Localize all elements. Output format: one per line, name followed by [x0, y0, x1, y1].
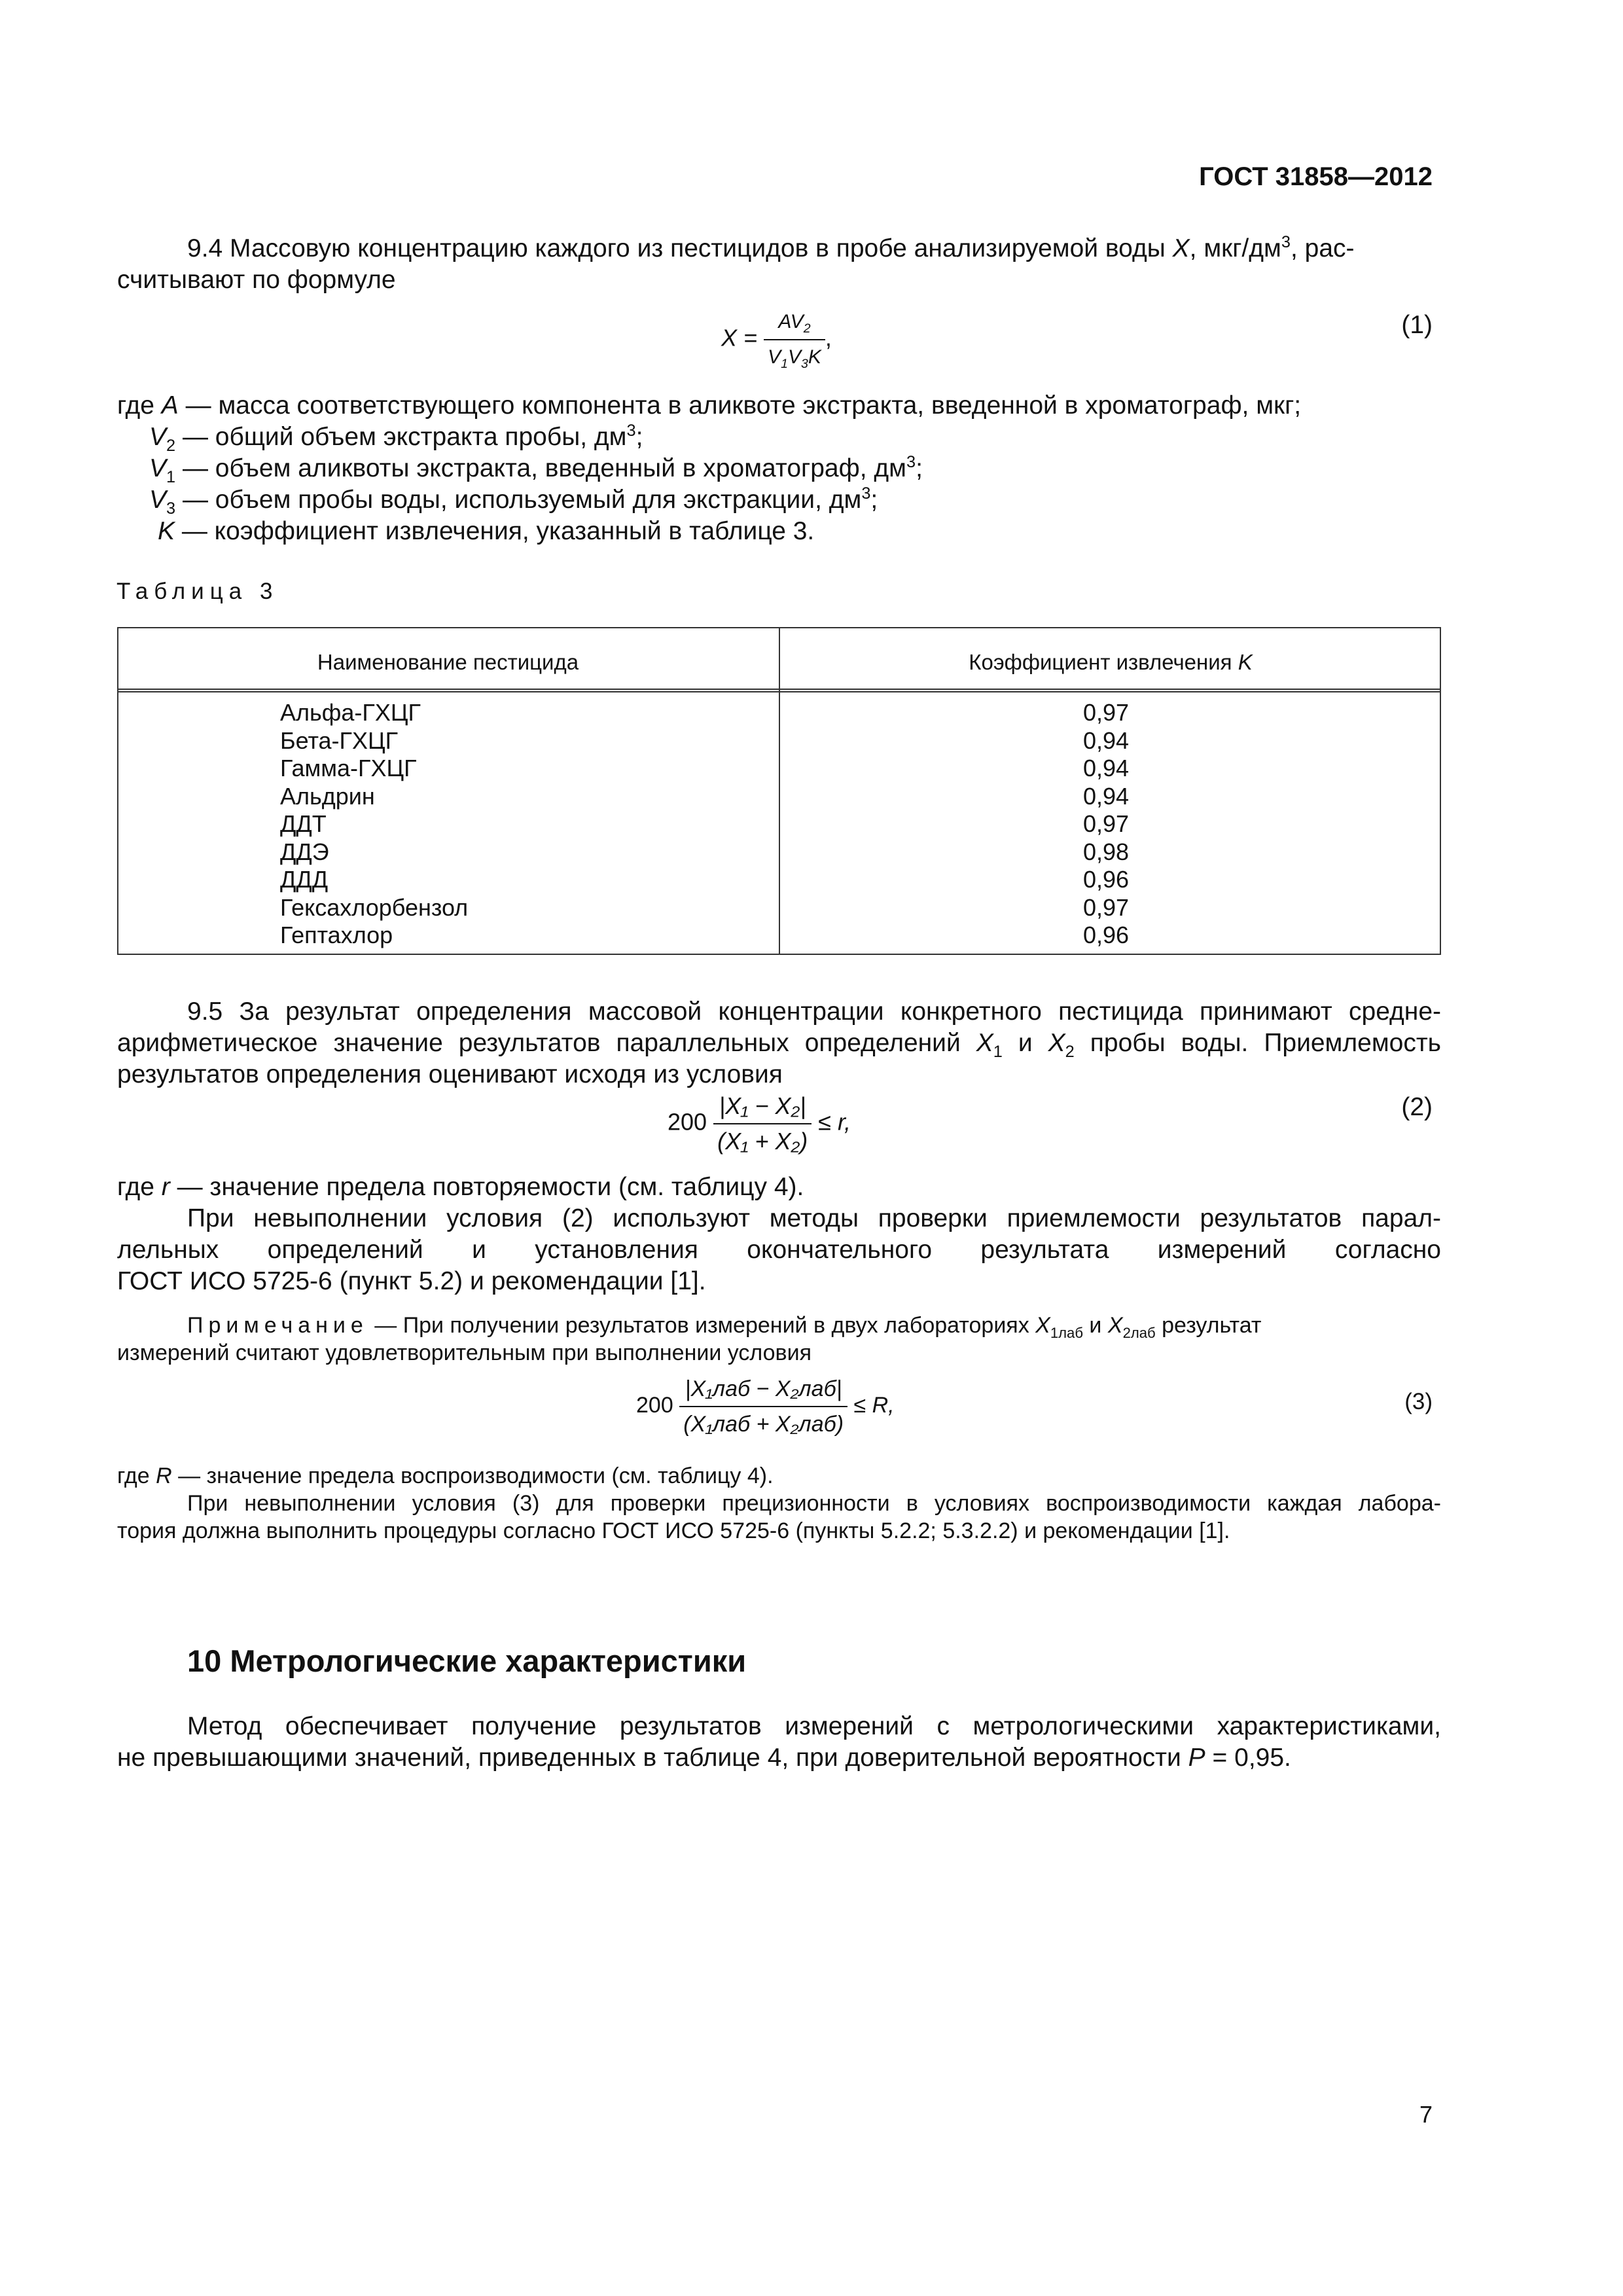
section-10-line2: не превышающими значений, приведенных в таблице 4, при доверительной вероятности P = 0,95. [117, 1744, 1291, 1772]
table-row-name: Гептахлор [280, 922, 393, 948]
equation-1-number: (1) [1401, 311, 1433, 339]
table-row-value: 0,97 [1083, 699, 1130, 726]
equation-3-number: (3) [1404, 1389, 1433, 1414]
table-caption: Таблица 3 [116, 579, 279, 604]
para-fail-line3: ГОСТ ИСО 5725-6 (пункт 5.2) и рекомендации [1]. [117, 1267, 706, 1295]
table-3-header-name: Наименование пестицида [317, 650, 579, 674]
para-fail-line2: лельных определений и установления окончательного результата измерений согласно [117, 1236, 1441, 1264]
table-row-name: Бета-ГХЦГ [280, 726, 399, 754]
where-k: K — коэффициент извлечения, указанный в таблице 3. [158, 517, 815, 545]
table-row-value: 0,96 [1083, 866, 1130, 893]
where-v3: $V_3$ — объем пробы воды, используемый для экстракции, $дм^3$; [149, 484, 878, 518]
note-fail-line1: При невыполнении условия (3) для проверки прецизионности в условиях воспроизводимости каждая лабора- [187, 1491, 1441, 1516]
para-9-5-line2: арифметическое значение результатов параллельных определений $X_1$ и $X_2$ пробы воды. Приемлемость [117, 1029, 1442, 1061]
table-3-names-column [280, 699, 468, 950]
table-3-header-rule [117, 689, 1441, 692]
table-3-header-coefficient: Коэффициент извлечения K [969, 650, 1253, 674]
para-fail-line1: При невыполнении условия (2) используют методы проверки приемлемости результатов парал- [187, 1204, 1441, 1232]
table-row-value: 0,96 [1083, 922, 1130, 948]
para-9-4-line2: считывают по формуле [117, 266, 396, 294]
section-10-title: 10 Метрологические характеристики [187, 1643, 747, 1678]
where-v1: $V_1$ — объем аликвоты экстракта, введенный в хроматограф, $дм^3$; [149, 453, 923, 486]
equation-3: 200 $\frac{\text{|X₁лаб − X₂лаб|}}{\text{(X₁лаб + X₂лаб)}}$ ≤ R, [636, 1373, 895, 1440]
table-row-value: 0,98 [1083, 838, 1130, 865]
table-row-value: 0,94 [1083, 755, 1130, 781]
para-9-4-line1: 9.4 Массовую концентрацию каждого из пестицидов в пробе анализируемой воды X, мкг/$дм^3$, рас- [187, 233, 1355, 262]
equation-2: 200 $\frac{\text{|X₁ − X₂|}}{\text{(X₁ + X₂)}}$ ≤ r, [668, 1090, 851, 1157]
where-R: где R — значение предела воспроизводимости (см. таблицу 4). [117, 1463, 774, 1488]
table-row-value: 0,94 [1083, 726, 1130, 754]
document-id: ГОСТ 31858—2012 [1199, 162, 1433, 191]
table-row-name: Гексахлорбензол [280, 893, 469, 921]
para-9-5-line3: результатов определения оценивают исходя из условия [117, 1060, 783, 1088]
note-line2: измерений считают удовлетворительным при выполнении условия [117, 1340, 812, 1365]
note-fail-line2: тория должна выполнить процедуры согласно ГОСТ ИСО 5725-6 (пункты 5.2.2; 5.3.2.2) и рекомендации [1]. [117, 1518, 1230, 1543]
page-number: 7 [1419, 2101, 1433, 2128]
table-row-name: Гамма-ГХЦГ [280, 755, 417, 781]
table-row-name: ДДД [280, 866, 329, 893]
table-row-name: Альдрин [280, 782, 375, 810]
table-row-value: 0,94 [1083, 782, 1130, 810]
table-row-value: 0,97 [1083, 893, 1130, 921]
where-r: где r — значение предела повторяемости (см. таблицу 4). [117, 1173, 804, 1201]
where-v2: $V_2$ — общий объем экстракта пробы, $дм^3$; [149, 422, 643, 455]
table-row-name: Альфа-ГХЦГ [280, 699, 421, 726]
table-3-values-column [1083, 699, 1129, 950]
table-row-name: ДДЭ [280, 838, 329, 865]
note-line1: Примечание — При получении результатов измерений в двух лабораториях $X_{1лаб}$ и $X_{2лаб}$ результат [187, 1313, 1262, 1341]
section-10-line1: Метод обеспечивает получение результатов измерений с метрологическими характеристиками, [187, 1712, 1441, 1740]
equation-1: X = $\frac{AV_2}{V_1V_3K}$ , [721, 306, 832, 373]
table-row-name: ДДТ [280, 810, 327, 837]
para-9-5-line1: 9.5 За результат определения массовой концентрации конкретного пестицида принимают средне- [187, 997, 1441, 1026]
equation-2-number: (2) [1401, 1093, 1433, 1121]
where-a: где A — масса соответствующего компонента в аликвоте экстракта, введенной в хроматограф, мкг; [117, 391, 1302, 420]
table-row-value: 0,97 [1083, 810, 1130, 837]
table-3-column-divider [779, 627, 780, 955]
